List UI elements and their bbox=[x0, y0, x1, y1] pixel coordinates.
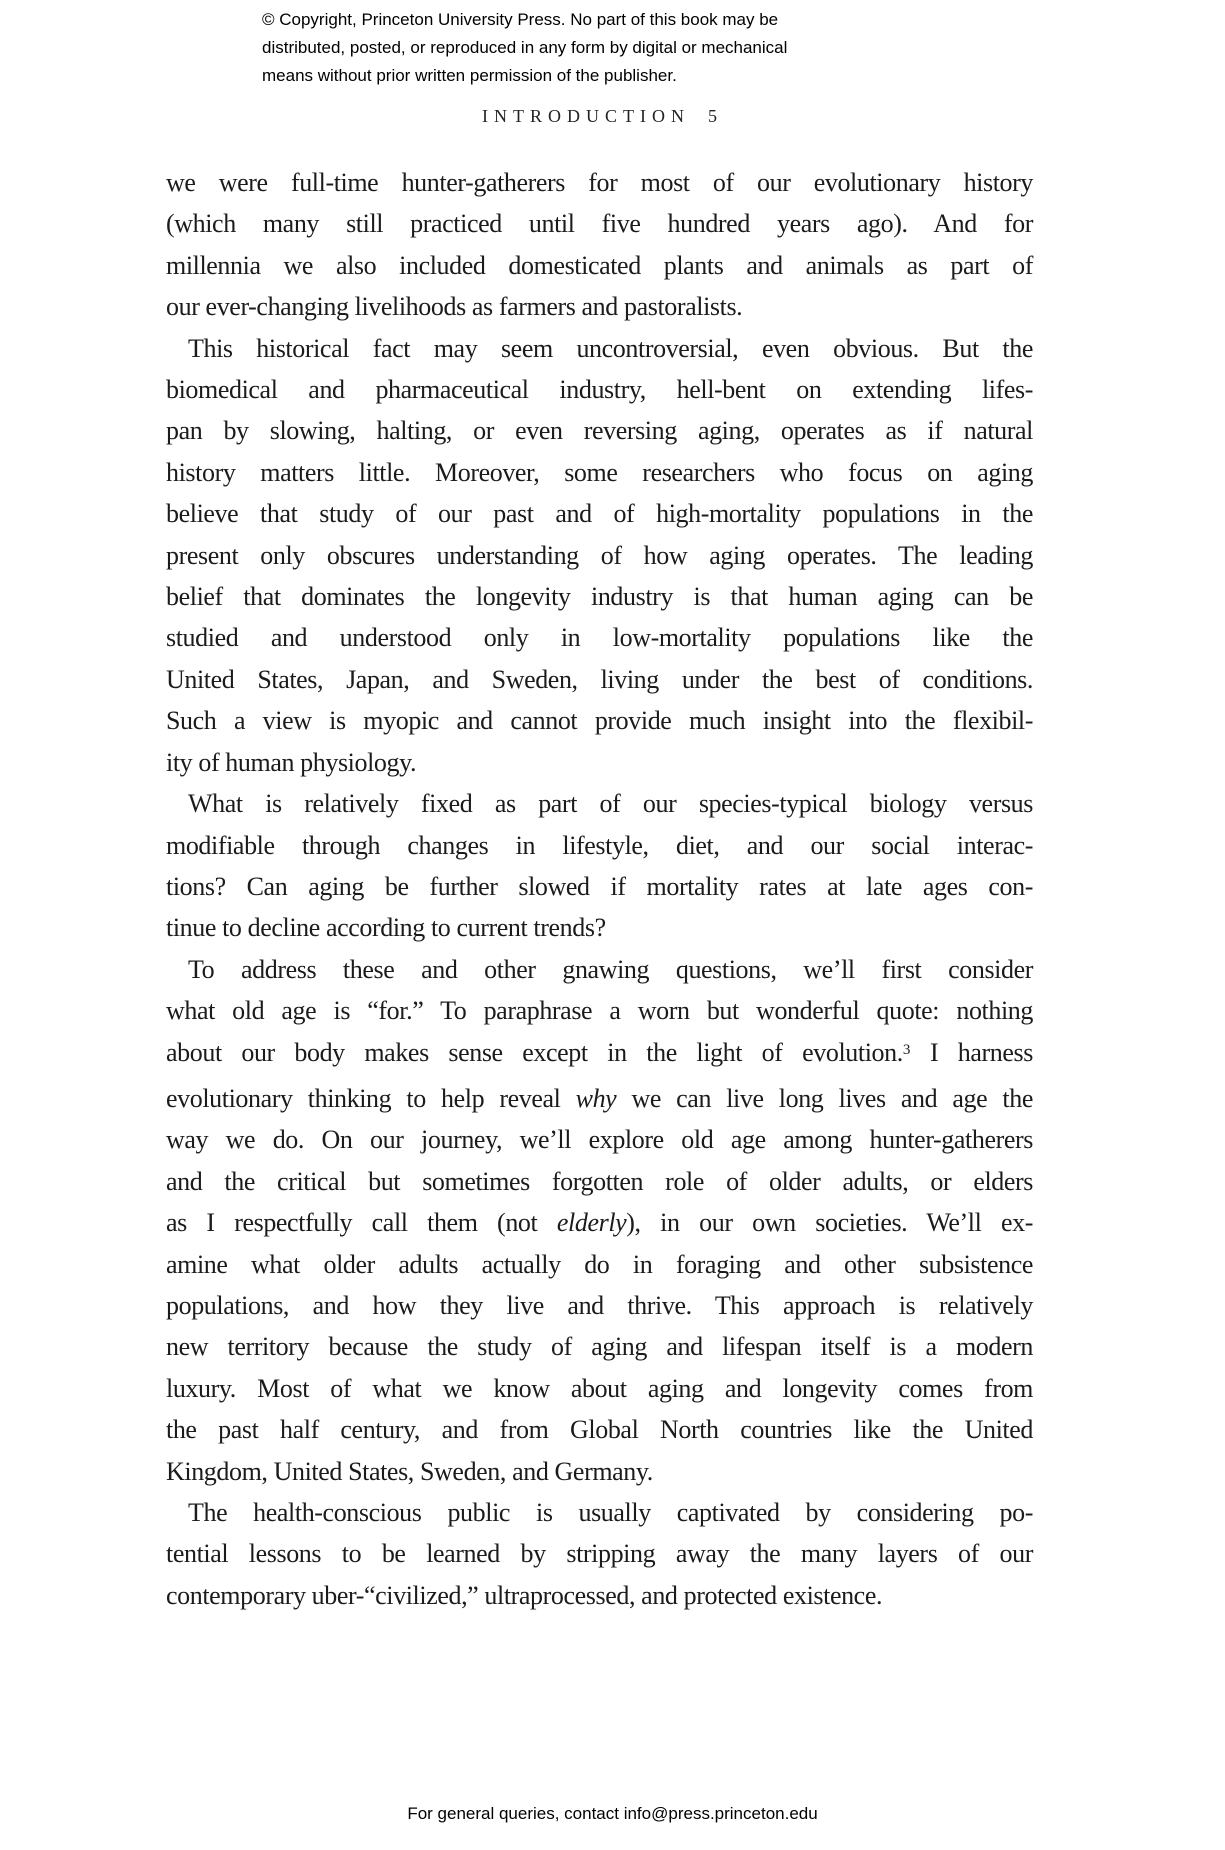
text-line: belief that dominates the longevity industry is that human aging can be bbox=[166, 582, 1033, 612]
text-line: we were full-time hunter-gatherers for most of our evolutionary history bbox=[166, 168, 1033, 197]
paragraph bbox=[166, 949, 1033, 1492]
text-line: ity of human physiology. bbox=[166, 747, 417, 777]
text-line: What is relatively fixed as part of our species-typical biology versus bbox=[188, 789, 1033, 819]
copyright-line: © Copyright, Princeton University Press. No part of this book may be bbox=[262, 10, 779, 29]
footer-query-note: For general queries, contact info@press.princeton.edu bbox=[407, 1804, 818, 1823]
copyright-line: means without prior written permission of the publisher. bbox=[262, 66, 677, 85]
text-line: evolutionary thinking to help reveal why we can live long lives and age the bbox=[166, 1083, 1033, 1113]
paragraph bbox=[166, 783, 1033, 949]
text-line: history matters little. Moreover, some researchers who focus on aging bbox=[166, 457, 1033, 487]
text-line: amine what older adults actually do in foraging and other subsistence bbox=[166, 1249, 1033, 1279]
text-line: new territory because the study of aging and lifespan itself is a modern bbox=[166, 1332, 1033, 1362]
copyright-notice bbox=[262, 6, 787, 90]
text-line: way we do. On our journey, we’ll explore old age among hunter-gatherers bbox=[166, 1125, 1033, 1155]
running-head-title: INTRODUCTION bbox=[482, 106, 690, 126]
text-line: the past half century, and from Global North countries like the United bbox=[166, 1415, 1033, 1445]
text-line: millennia we also included domesticated plants and animals as part of bbox=[166, 250, 1033, 280]
text-line: To address these and other gnawing questions, we’ll first consider bbox=[188, 954, 1033, 984]
text-line: The health-conscious public is usually captivated by considering po- bbox=[188, 1498, 1033, 1527]
copyright-line: distributed, posted, or reproduced in any form by digital or mechanical bbox=[262, 38, 788, 57]
text-line: tinue to decline according to current trends? bbox=[166, 913, 606, 943]
page-number: 5 bbox=[707, 106, 717, 126]
text-line: and the critical but sometimes forgotten role of older adults, or elders bbox=[166, 1166, 1033, 1196]
text-line: as I respectfully call them (not elderly), in our own societies. We’ll ex- bbox=[166, 1208, 1033, 1238]
running-head bbox=[166, 106, 1033, 127]
text-line: tions? Can aging be further slowed if mortality rates at late ages con- bbox=[166, 871, 1033, 901]
text-line: about our body makes sense except in the light of evolution.$^3$ I harness bbox=[166, 1037, 1033, 1067]
text-line: pan by slowing, halting, or even reversing aging, operates as if natural bbox=[166, 416, 1033, 446]
text-line: contemporary uber-“civilized,” ultraprocessed, and protected existence. bbox=[166, 1580, 883, 1610]
paragraph bbox=[166, 1492, 1033, 1616]
paragraph bbox=[166, 162, 1033, 328]
text-line: believe that study of our past and of high-mortality populations in the bbox=[166, 499, 1033, 529]
text-line: (which many still practiced until five hundred years ago). And for bbox=[166, 209, 1033, 239]
text-line: tential lessons to be learned by stripping away the many layers of our bbox=[166, 1539, 1033, 1569]
text-line: Kingdom, United States, Sweden, and Germany. bbox=[166, 1456, 653, 1486]
text-line: Such a view is myopic and cannot provide much insight into the flexibil- bbox=[166, 706, 1033, 736]
text-line: luxury. Most of what we know about aging and longevity comes from bbox=[166, 1373, 1033, 1403]
text-line: modifiable through changes in lifestyle, diet, and our social interac- bbox=[166, 830, 1033, 860]
text-line: biomedical and pharmaceutical industry, hell-bent on extending lifes- bbox=[166, 375, 1033, 405]
body-text bbox=[166, 162, 1033, 1616]
text-line: United States, Japan, and Sweden, living under the best of conditions. bbox=[166, 664, 1033, 694]
text-line: studied and understood only in low-mortality populations like the bbox=[166, 623, 1033, 653]
text-line: This historical fact may seem uncontroversial, even obvious. But the bbox=[188, 333, 1033, 363]
text-line: present only obscures understanding of how aging operates. The leading bbox=[166, 540, 1033, 570]
text-line: what old age is “for.” To paraphrase a worn but wonderful quote: nothing bbox=[166, 996, 1033, 1026]
paragraph bbox=[166, 328, 1033, 783]
text-line: our ever-changing livelihoods as farmers and pastoralists. bbox=[166, 292, 743, 322]
text-line: populations, and how they live and thrive. This approach is relatively bbox=[166, 1290, 1033, 1320]
